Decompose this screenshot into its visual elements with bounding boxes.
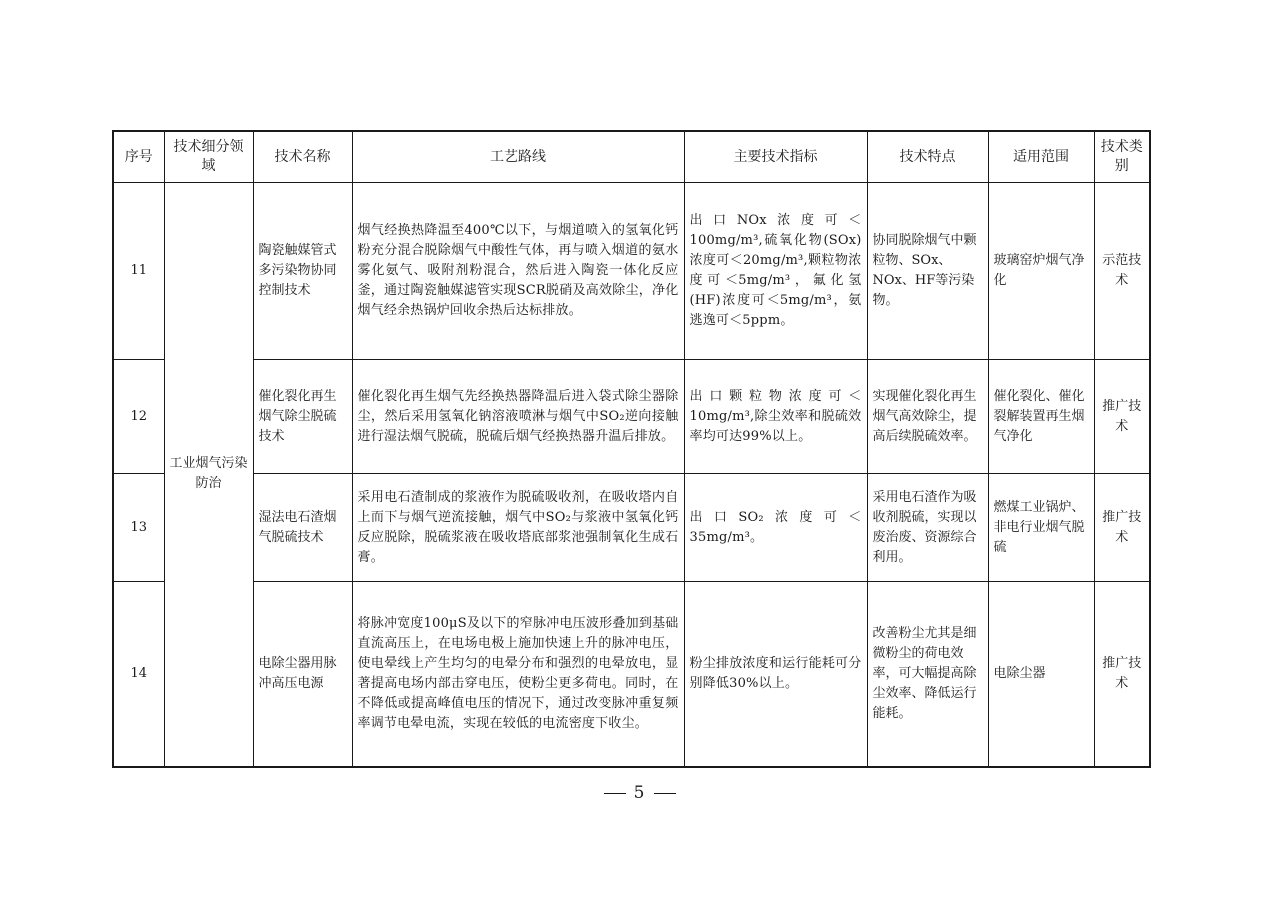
applicable-scope: 催化裂化、催化裂解装置再生烟气净化	[988, 360, 1094, 474]
process-route: 烟气经换热降温至400℃以下，与烟道喷入的氢氧化钙粉充分混合脱除烟气中酸性气体，再与喷入烟道的氨水雾化氨气、吸附剂粉混合，然后进入陶瓷一体化反应釜，通过陶瓷触媒滤管实现SCR脱硝及高效除尘，净化烟气经余热锅炉回收余热后达标排放。	[352, 183, 684, 360]
tech-features: 实现催化裂化再生烟气高效除尘，提高后续脱硫效率。	[867, 360, 988, 474]
header-scope: 适用范围	[988, 131, 1094, 183]
table-row	[113, 360, 1150, 474]
header-name: 技术名称	[253, 131, 352, 183]
tech-category: 推广技术	[1094, 474, 1150, 582]
row-number: 14	[113, 582, 164, 767]
tech-indicators: 出口SO₂浓度可＜35mg/m³。	[684, 474, 867, 582]
tech-name: 催化裂化再生烟气除尘脱硫技术	[253, 360, 352, 474]
tech-name: 电除尘器用脉冲高压电源	[253, 582, 352, 767]
header-domain: 技术细分领域	[164, 131, 253, 183]
table-row	[113, 582, 1150, 767]
process-route: 将脉冲宽度100μS及以下的窄脉冲电压波形叠加到基础直流高压上，在电场电极上施加快速上升的脉冲电压，使电晕线上产生均匀的电晕分布和强烈的电晕放电，显著提高电场内部击穿电压，使粉尘更多荷电。同时，在不降低或提高峰值电压的情况下，通过改变脉冲重复频率调节电晕电流，实现在较低的电流密度下收尘。	[352, 582, 684, 767]
row-number: 13	[113, 474, 164, 582]
technology-table	[112, 130, 1151, 768]
process-route: 采用电石渣制成的浆液作为脱硫吸收剂，在吸收塔内自上而下与烟气逆流接触，烟气中SO₂与浆液中氢氧化钙反应脱除，脱硫浆液在吸收塔底部浆池强制氧化生成石膏。	[352, 474, 684, 582]
table-row	[113, 183, 1150, 360]
applicable-scope: 电除尘器	[988, 582, 1094, 767]
header-num: 序号	[113, 131, 164, 183]
dash-left	[604, 793, 626, 795]
header-route: 工艺路线	[352, 131, 684, 183]
applicable-scope: 燃煤工业锅炉、非电行业烟气脱硫	[988, 474, 1094, 582]
tech-indicators: 粉尘排放浓度和运行能耗可分别降低30%以上。	[684, 582, 867, 767]
tech-features: 采用电石渣作为吸收剂脱硫，实现以废治废、资源综合利用。	[867, 474, 988, 582]
tech-category: 推广技术	[1094, 360, 1150, 474]
tech-features: 改善粉尘尤其是细微粉尘的荷电效率，可大幅提高除尘效率、降低运行能耗。	[867, 582, 988, 767]
dash-right	[654, 793, 676, 795]
applicable-scope: 玻璃窑炉烟气净化	[988, 183, 1094, 360]
header-category: 技术类别	[1094, 131, 1150, 183]
page-number-value: 5	[633, 783, 647, 803]
tech-category: 示范技术	[1094, 183, 1150, 360]
tech-category: 推广技术	[1094, 582, 1150, 767]
domain-cell: 工业烟气污染防治	[164, 183, 253, 767]
page-number	[0, 783, 1280, 803]
tech-name: 陶瓷触媒管式多污染物协同控制技术	[253, 183, 352, 360]
tech-name: 湿法电石渣烟气脱硫技术	[253, 474, 352, 582]
tech-features: 协同脱除烟气中颗粒物、SOx、NOx、HF等污染物。	[867, 183, 988, 360]
tech-indicators: 出口颗粒物浓度可＜10mg/m³,除尘效率和脱硫效率均可达99%以上。	[684, 360, 867, 474]
row-number: 12	[113, 360, 164, 474]
header-indicators: 主要技术指标	[684, 131, 867, 183]
tech-indicators: 出口NOx浓度可＜100mg/m³,硫氧化物(SOx)浓度可＜20mg/m³,颗粒物浓度可＜5mg/m³，氟化氢(HF)浓度可＜5mg/m³，氨逃逸可＜5ppm。	[684, 183, 867, 360]
row-number: 11	[113, 183, 164, 360]
header-features: 技术特点	[867, 131, 988, 183]
process-route: 催化裂化再生烟气先经换热器降温后进入袋式除尘器除尘，然后采用氢氧化钠溶液喷淋与烟气中SO₂逆向接触进行湿法烟气脱硫，脱硫后烟气经换热器升温后排放。	[352, 360, 684, 474]
table-row	[113, 474, 1150, 582]
table-header-row	[113, 131, 1150, 183]
